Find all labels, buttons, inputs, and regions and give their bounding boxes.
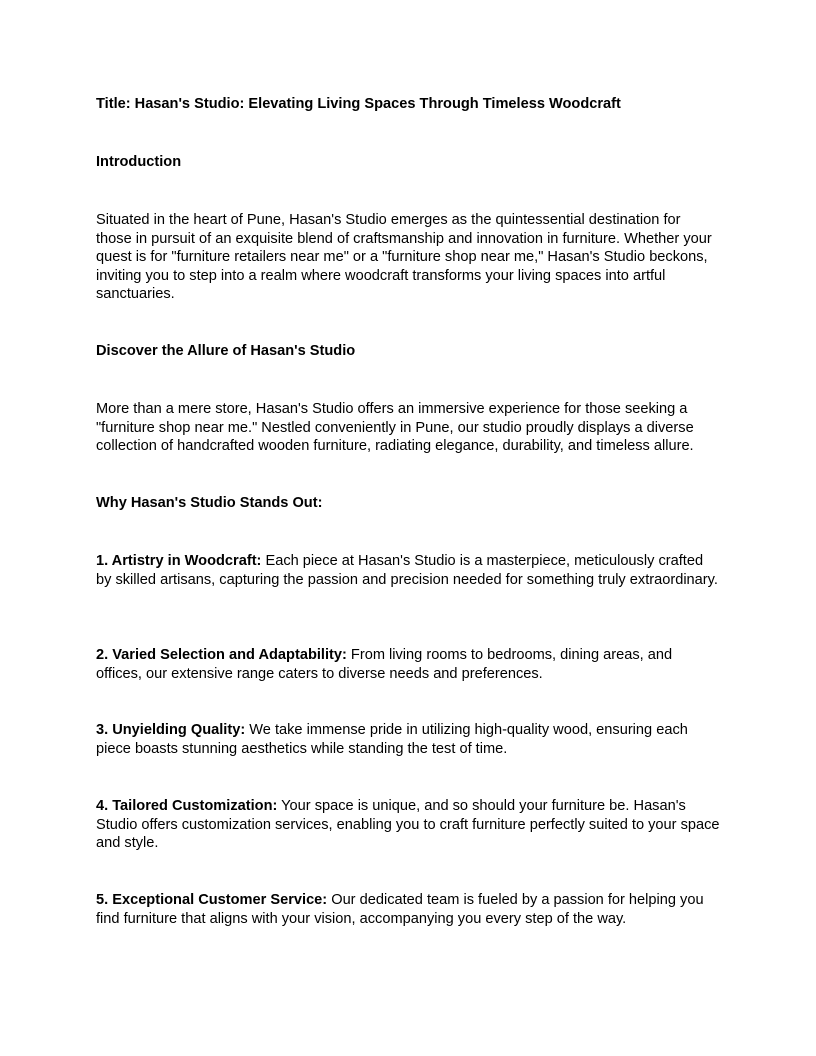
point-label: 3. Unyielding Quality: bbox=[96, 722, 246, 738]
point-label: 1. Artistry in Woodcraft: bbox=[96, 553, 262, 569]
list-item bbox=[96, 797, 720, 853]
discover-paragraph: More than a mere store, Hasan's Studio offers an immersive experience for those seeking a "furniture shop near me." Nestled conveniently in Pune, our studio proudly displays a diverse collection of handcrafted wooden furniture, radiating elegance, durability, and timeless allure. bbox=[96, 401, 694, 455]
point-text: Our dedicated team is fueled by a passion for helping you find furniture that aligns with your vision, accompanying you every step of the way. bbox=[96, 892, 704, 927]
document-title: Title: Hasan's Studio: Elevating Living Spaces Through Timeless Woodcraft bbox=[96, 96, 621, 112]
introduction-paragraph: Situated in the heart of Pune, Hasan's Studio emerges as the quintessential destination for those in pursuit of an exquisite blend of craftsmanship and innovation in furniture. Whether your quest is for "furniture retailers near me" or a "furniture shop near me," Hasan's Studio beckons, inviting you to step into a realm where woodcraft transforms your living spaces into artful sanctuaries. bbox=[96, 212, 712, 303]
list-item bbox=[96, 891, 720, 928]
point-label: 5. Exceptional Customer Service: bbox=[96, 892, 328, 908]
point-text: Your space is unique, and so should your furniture be. Hasan's Studio offers customization services, enabling you to craft furniture perfectly suited to your space and style. bbox=[96, 798, 720, 852]
introduction-heading: Introduction bbox=[96, 154, 182, 170]
why-heading: Why Hasan's Studio Stands Out: bbox=[96, 495, 323, 511]
point-label: 2. Varied Selection and Adaptability: bbox=[96, 647, 347, 663]
list-item bbox=[96, 552, 720, 589]
point-text: Each piece at Hasan's Studio is a masterpiece, meticulously crafted by skilled artisans, capturing the passion and precision needed for something truly extraordinary. bbox=[96, 553, 718, 588]
point-text: From living rooms to bedrooms, dining areas, and offices, our extensive range caters to diverse needs and preferences. bbox=[96, 647, 673, 682]
list-item bbox=[96, 646, 720, 683]
list-item bbox=[96, 721, 720, 758]
point-text: We take immense pride in utilizing high-quality wood, ensuring each piece boasts stunning aesthetics while standing the test of time. bbox=[96, 722, 688, 757]
discover-heading: Discover the Allure of Hasan's Studio bbox=[96, 343, 356, 359]
point-label: 4. Tailored Customization: bbox=[96, 798, 278, 814]
